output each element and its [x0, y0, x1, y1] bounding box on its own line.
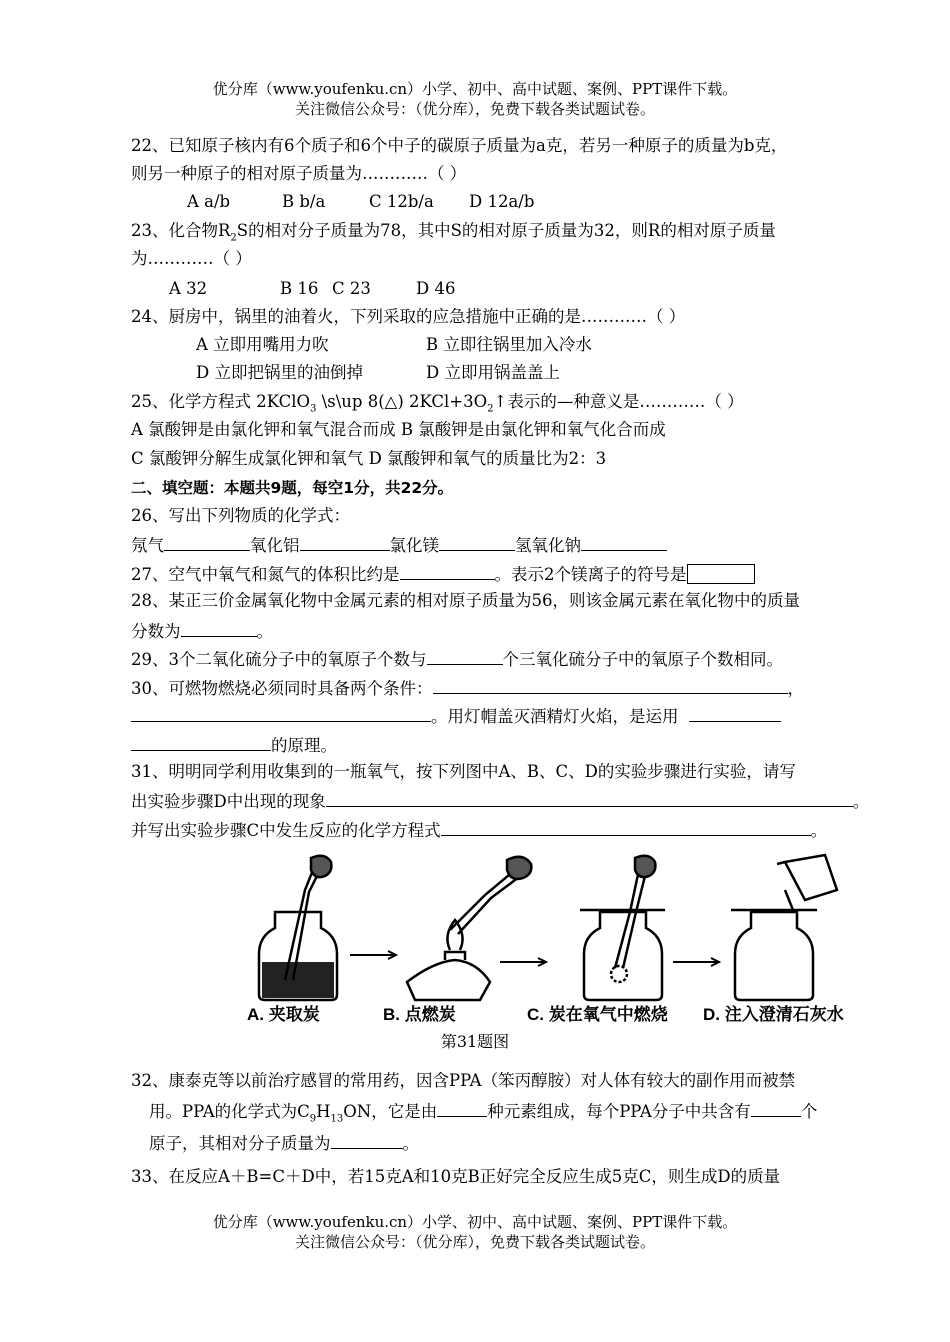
q26-fill-row — [131, 533, 667, 557]
figure-label-a: A. 夹取炭 — [247, 1005, 320, 1024]
q23-option-a: A 32 — [169, 279, 208, 298]
q22-line-2: 则另一种原子的相对原子质量为…………（ ） — [131, 164, 467, 183]
q24-options-row-1 — [196, 334, 592, 356]
footer-line-2: 关注微信公众号：（优分库），免费下载各类试题试卷。 — [294, 1233, 655, 1251]
q22-option-b: B b/a — [282, 192, 326, 211]
figure-label-c: C. 炭在氧气中燃烧 — [527, 1005, 668, 1024]
q26-item-2: 氧化铝 — [250, 536, 300, 555]
q32-line-1: 32、康泰克等以前治疗感冒的常用药，因含PPA（笨丙醇胺）对人体有较大的副作用而被禁 — [131, 1071, 796, 1090]
q24-option-b: B 立即往锅里加入冷水 — [426, 335, 592, 354]
header-line-2: 关注微信公众号：（优分库），免费下载各类试题试卷。 — [294, 100, 655, 118]
q22-option-c: C 12b/a — [369, 192, 434, 211]
q23-line-2: 为…………（ ） — [131, 249, 252, 268]
q24-option-a: A 立即用嘴用力吹 — [196, 335, 329, 354]
footer-line-1: 优分库（www.youfenku.cn）小学、初中、高中试题、案例、PPT课件下载。 — [212, 1213, 738, 1231]
q23-option-c: C 23 — [332, 279, 371, 298]
q22-line-1: 22、已知原子核内有6个质子和6个中子的碳原子质量为a克，若另一种原子的质量为b克， — [131, 136, 788, 155]
q26-item-4: 氢氧化钠 — [515, 536, 581, 555]
q24-options-row-2 — [196, 362, 560, 384]
q24-option-d: D 立即用锅盖盖上 — [426, 363, 560, 382]
q22-options — [187, 191, 534, 213]
q31-line-1: 31、明明同学利用收集到的一瓶氧气，按下列图中A、B、C、D的实验步骤进行实验，请写 — [131, 762, 796, 781]
q26-blank-3[interactable] — [439, 533, 515, 551]
q29-blank[interactable] — [427, 647, 503, 665]
q26-blank-4[interactable] — [581, 533, 667, 551]
q31-line-2: 出实验步骤D中出现的现象 。 — [131, 789, 869, 813]
q23-line-1: 23、化合物$R_2S$的相对分子质量为78，其中S的相对原子质量为32，则R的相对原子质量 — [131, 221, 776, 244]
q26-item-3: 氯化镁 — [389, 536, 439, 555]
q32-line-3: 原子，其相对分子质量为 。 — [149, 1131, 419, 1155]
q26-blank-2[interactable] — [300, 533, 390, 551]
q26-blank-1[interactable] — [164, 533, 250, 551]
q25-line-3: C 氯酸钾分解生成氯化钾和氧气 D 氯酸钾和氧气的质量比为2：3 — [131, 449, 607, 468]
q23-option-d: D 46 — [416, 279, 456, 298]
q30-blank-3[interactable] — [689, 704, 781, 722]
q26-item-1: 氖气 — [131, 536, 164, 555]
q23-options — [169, 278, 455, 300]
q27-line: 27、空气中氧气和氮气的体积比约是 。表示2个镁离子的符号是 — [131, 562, 755, 586]
q32-line-2: 用。PPA的化学式为$C_9H_{13}ON$，它是由 种元素组成，每个PPA分子中共含有 个 — [149, 1099, 817, 1130]
q30-line-2: 。用灯帽盖灭酒精灯火焰，是运用 — [131, 704, 781, 728]
q31-blank-1[interactable] — [326, 789, 853, 807]
jar-a-icon — [259, 856, 337, 1000]
q22-option-a: A a/b — [187, 192, 231, 211]
q31-line-3: 并写出实验步骤C中发生反应的化学方程式 。 — [131, 818, 827, 842]
q25-line-1: 25、化学方程式 2KClO$_3$ \s\up 8(△) $2KCl+3O_2↑$表示的—种意义是…………（ ） — [131, 392, 744, 415]
q32-blank-3[interactable] — [331, 1131, 403, 1149]
q31-blank-2[interactable] — [441, 818, 811, 836]
q29-line: 29、3个二氧化硫分子中的氧原子个数与 个三氧化硫分子中的氧原子个数相同。 — [131, 647, 783, 671]
header-line-1: 优分库（www.youfenku.cn）小学、初中、高中试题、案例、PPT课件下载。 — [212, 80, 738, 98]
q33-line-1: 33、在反应A＋B=C＋D中，若15克A和10克B正好完全反应生成5克C，则生成D的质量 — [131, 1167, 781, 1186]
q23-option-b: B 16 — [280, 279, 319, 298]
jar-d-icon — [731, 855, 837, 1000]
q30-blank-2[interactable] — [131, 704, 431, 722]
figure-caption: 第31题图 — [440, 1032, 510, 1051]
q30-blank-4[interactable] — [131, 733, 271, 751]
q25-line-2: A 氯酸钾是由氯化钾和氧气混合而成 B 氯酸钾是由氯化钾和氧气化合而成 — [131, 420, 666, 439]
q24-line-1: 24、厨房中，锅里的油着火，下列采取的应急措施中正确的是…………（ ） — [131, 307, 686, 326]
q30-line-3: 的原理。 — [131, 733, 337, 757]
q27-blank-1[interactable] — [400, 562, 495, 580]
q32-blank-1[interactable] — [437, 1099, 487, 1117]
q32-blank-2[interactable] — [751, 1099, 801, 1117]
q26-line-1: 26、写出下列物质的化学式： — [131, 506, 350, 525]
figure-label-b: B. 点燃炭 — [383, 1005, 456, 1024]
q24-option-c: D 立即把锅里的油倒掉 — [196, 363, 363, 382]
q28-line-1: 28、某正三价金属氧化物中金属元素的相对原子质量为56，则该金属元素在氧化物中的质量 — [131, 591, 800, 610]
jar-c-icon — [580, 856, 665, 1000]
q28-line-2: 分数为 。 — [131, 619, 273, 643]
q30-line-1: 30、可燃物燃烧必须同时具备两个条件： ， — [131, 676, 804, 700]
figure-label-d: D. 注入澄清石灰水 — [703, 1005, 844, 1024]
alcohol-lamp-icon — [407, 857, 531, 1000]
section-2-title: 二、填空题：本题共9题，每空1分，共22分。 — [131, 479, 454, 497]
q22-option-d: D 12a/b — [469, 192, 535, 211]
q28-blank[interactable] — [181, 619, 257, 637]
q27-answer-box[interactable] — [687, 564, 755, 584]
q30-blank-1[interactable] — [433, 676, 788, 694]
